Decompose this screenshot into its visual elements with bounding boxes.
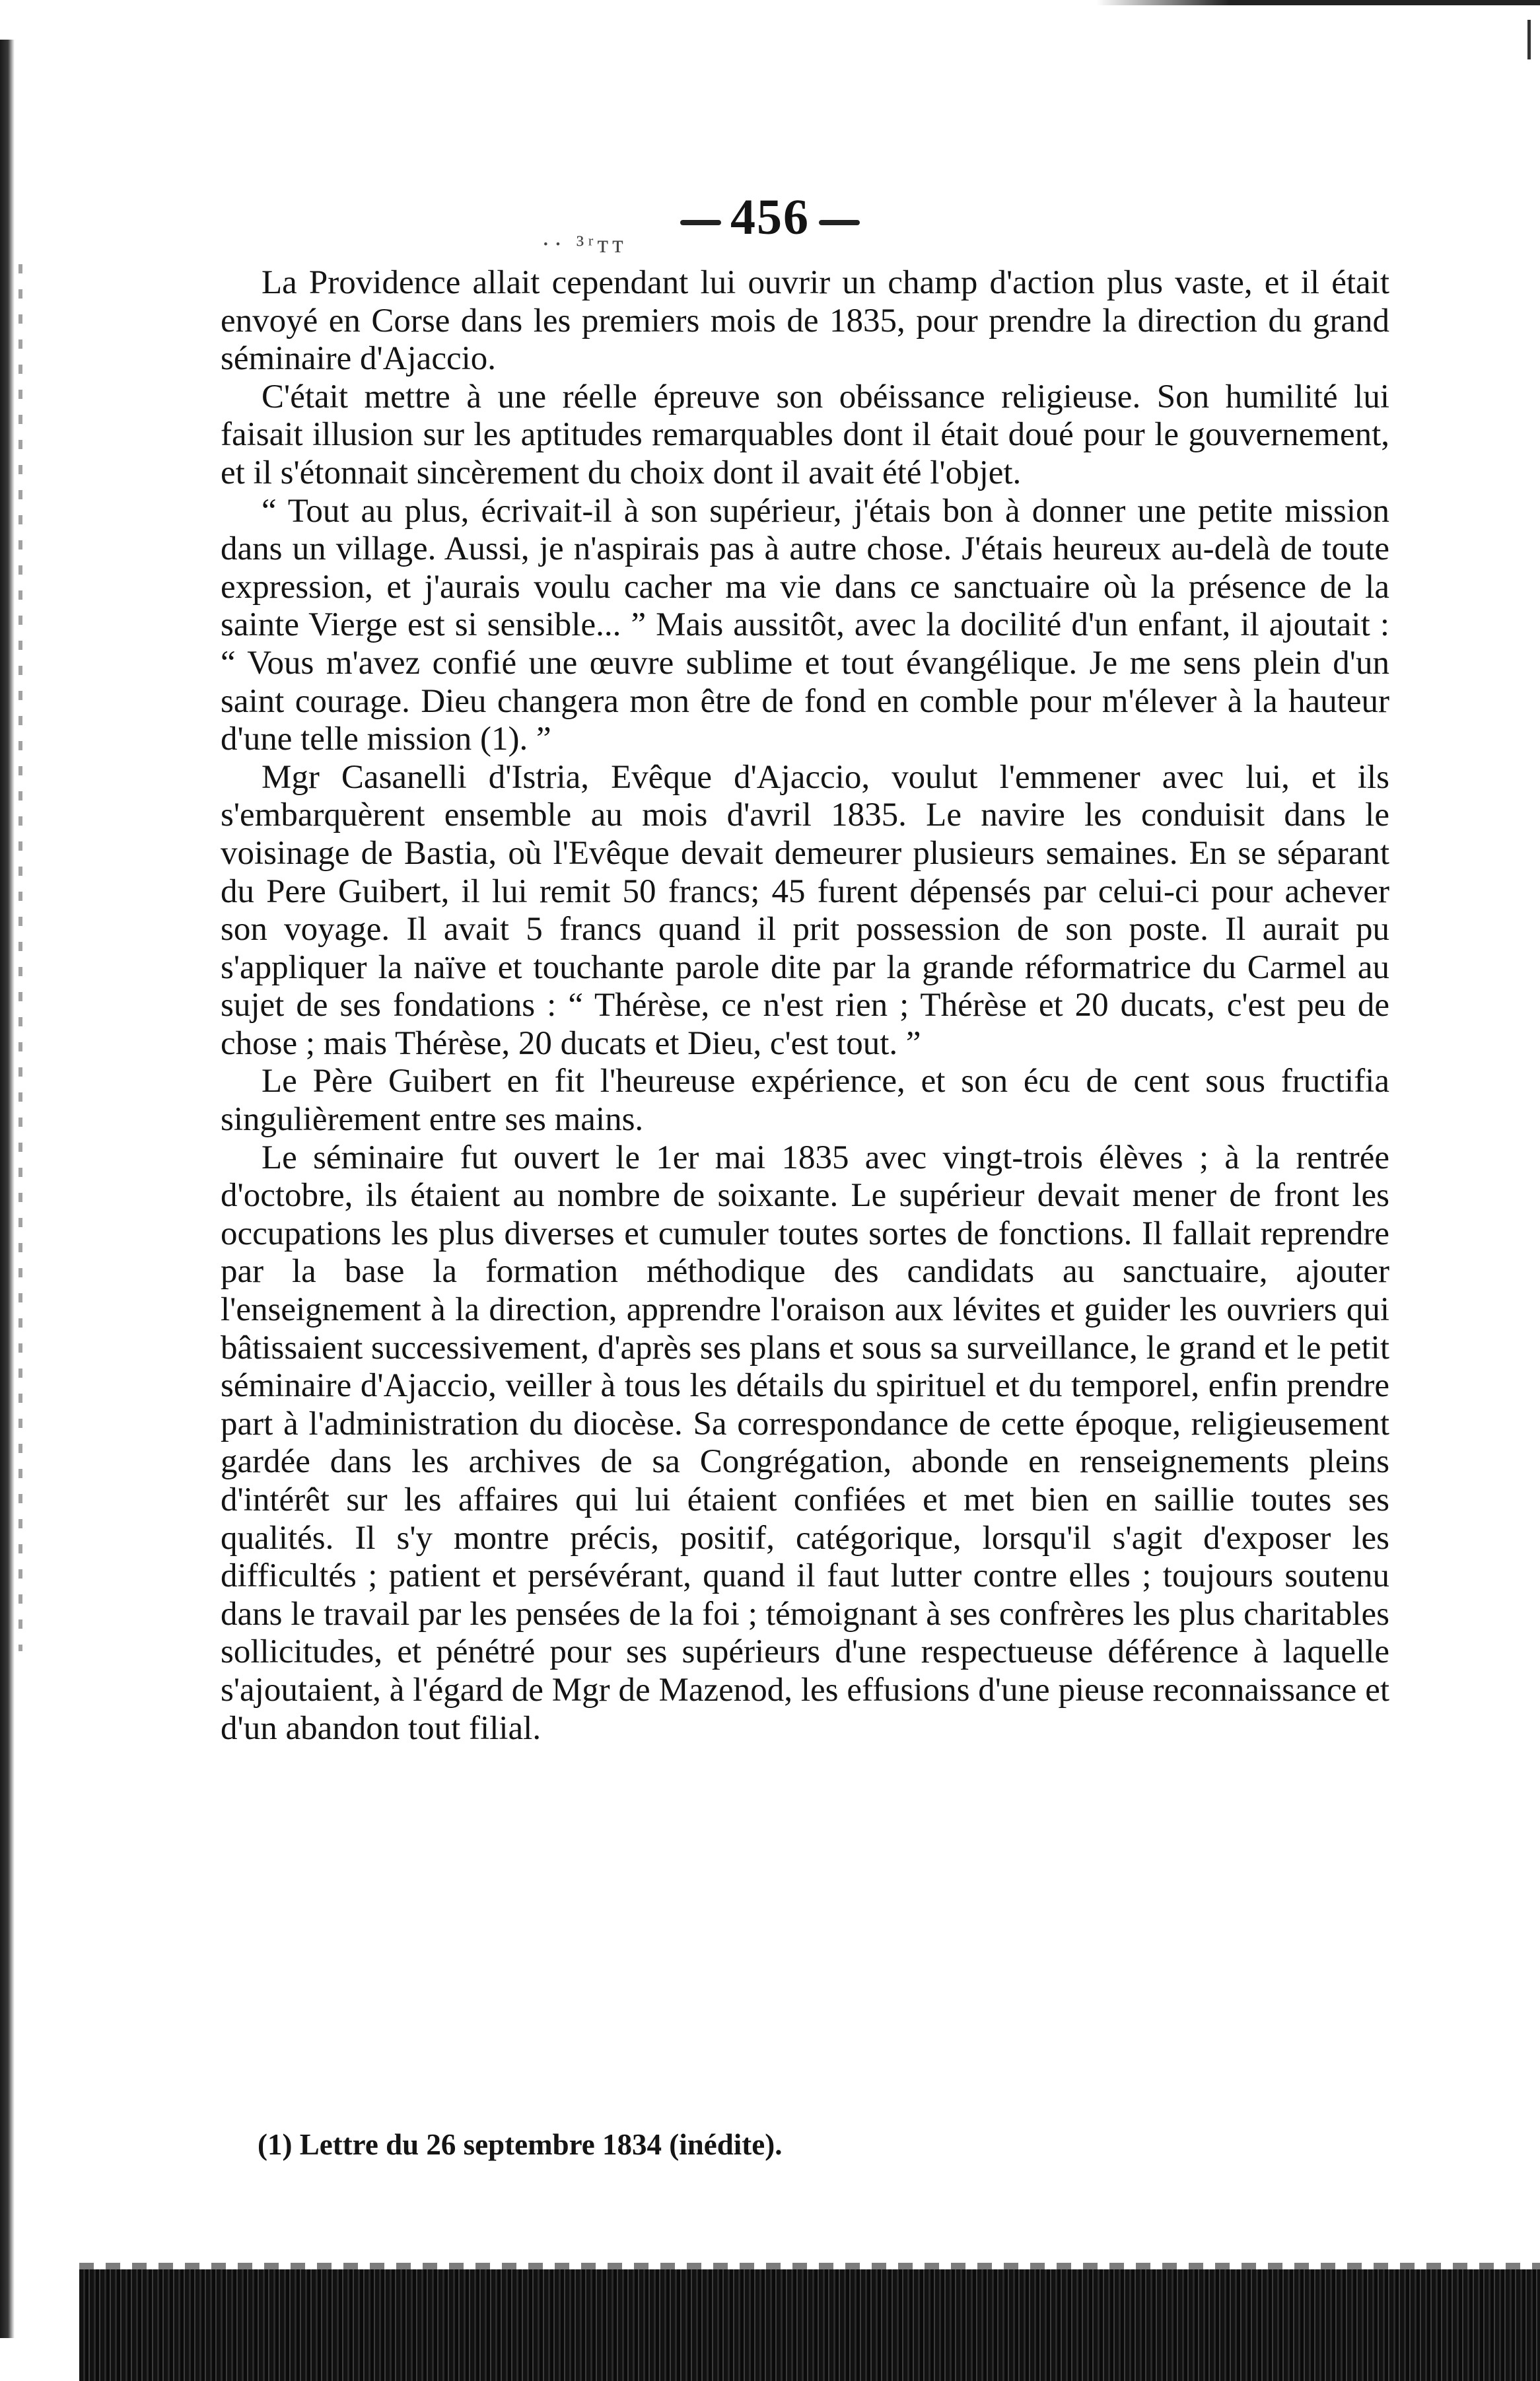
running-head: ·· ³ʳᴛᴛ [542, 231, 627, 258]
paragraph-2: C'était mettre à une réelle épreuve son obéissance religieuse. Son humilité lui faisait illusion sur les aptitudes remarquables dont il était doué pour le gouvernement, et il s'étonnait sincèrement du choix dont il avait été l'objet. [221, 378, 1389, 491]
paragraph-3: “ Tout au plus, écrivait-il à son supérieur, j'étais bon à donner une petite mission dans un village. Aussi, je n'aspirais pas à autre chose. J'étais heureux au-delà de toute expression, et j'aurais voulu cacher ma vie dans ce sanctuaire où la présence de la sainte Vierge est si sensible... ” Mais aussitôt, avec la docilité d'un enfant, il ajoutait : “ Vous m'avez confié une œuvre sublime et tout évangélique. Je me sens plein d'un saint courage. Dieu changera mon être de fond en comble pour m'élever à la hauteur d'une telle mission (1). ” [221, 492, 1389, 758]
paragraph-4: Mgr Casanelli d'Istria, Evêque d'Ajaccio, voulut l'emmener avec lui, et ils s'embarquèrent ensemble au mois d'avril 1835. Le navire les conduisit dans le voisinage de Bastia, où l'Evêque devait demeurer plusieurs semaines. En se séparant du Pere Guibert, il lui remit 50 francs; 45 furent dépensés par celui-ci pour achever son voyage. Il avait 5 francs quand il prit possession de son poste. Il aurait pu s'appliquer la naïve et touchante parole dite par la grande réformatrice du Carmel au sujet de ses fondations : “ Thérèse, ce n'est rien ; Thérèse et 20 ducats, c'est peu de chose ; mais Thérèse, 20 ducats et Dieu, c'est tout. ” [221, 758, 1389, 1062]
scan-bottom-dashes [79, 2263, 1540, 2269]
paragraph-6: Le séminaire fut ouvert le 1er mai 1835 avec vingt-trois élèves ; à la rentrée d'octobre, ils étaient au nombre de soixante. Le supérieur devait mener de front les occupations les plus diverses et cumuler toutes sortes de fonctions. Il fallait reprendre par la base la formation méthodique des candidats au sanctuaire, ajouter l'enseignement à la direction, apprendre l'oraison aux lévites et guider les ouvriers qui bâtissaient successivement, d'après ses plans et sous sa surveillance, le grand et le petit séminaire d'Ajaccio, veiller à tous les détails du spirituel et du temporel, enfin prendre part à l'administration du diocèse. Sa correspondance de cette époque, religieusement gardée dans les archives de sa Congrégation, abonde en renseignements pleins d'intérêt sur les affaires qui lui étaient confiées et met bien en saillie toutes ses qualités. Il s'y montre précis, positif, catégorique, lorsqu'il s'agit d'exposer les difficultés ; patient et persévérant, quand il faut lutter contre elles ; toujours soutenu dans le travail par les pensées de la foi ; témoignant à ses confrères les plus charitables sollicitudes, et pénétré pour ses supérieurs d'une respectueuse déférence à laquelle s'ajoutaient, à l'égard de Mgr de Mazenod, les effusions d'une pieuse reconnaissance et d'un abandon tout filial. [221, 1139, 1389, 1747]
scan-top-mark [1527, 20, 1531, 59]
page-number: 456 [0, 189, 1540, 246]
scan-top-rule [1096, 0, 1540, 5]
footnote: (1) Lettre du 26 septembre 1834 (inédite). [258, 2128, 783, 2161]
paragraph-5: Le Père Guibert en fit l'heureuse expérience, et son écu de cent sous fructifia singulièrement entre ses mains. [221, 1063, 1389, 1139]
body-text [221, 264, 1389, 1748]
scan-bottom-band [79, 2269, 1540, 2381]
scan-left-dashes [18, 264, 22, 1651]
scan-left-edge [0, 40, 15, 2338]
paragraph-1: La Providence allait cependant lui ouvrir un champ d'action plus vaste, et il était envoyé en Corse dans les premiers mois de 1835, pour prendre la direction du grand séminaire d'Ajaccio. [221, 264, 1389, 378]
